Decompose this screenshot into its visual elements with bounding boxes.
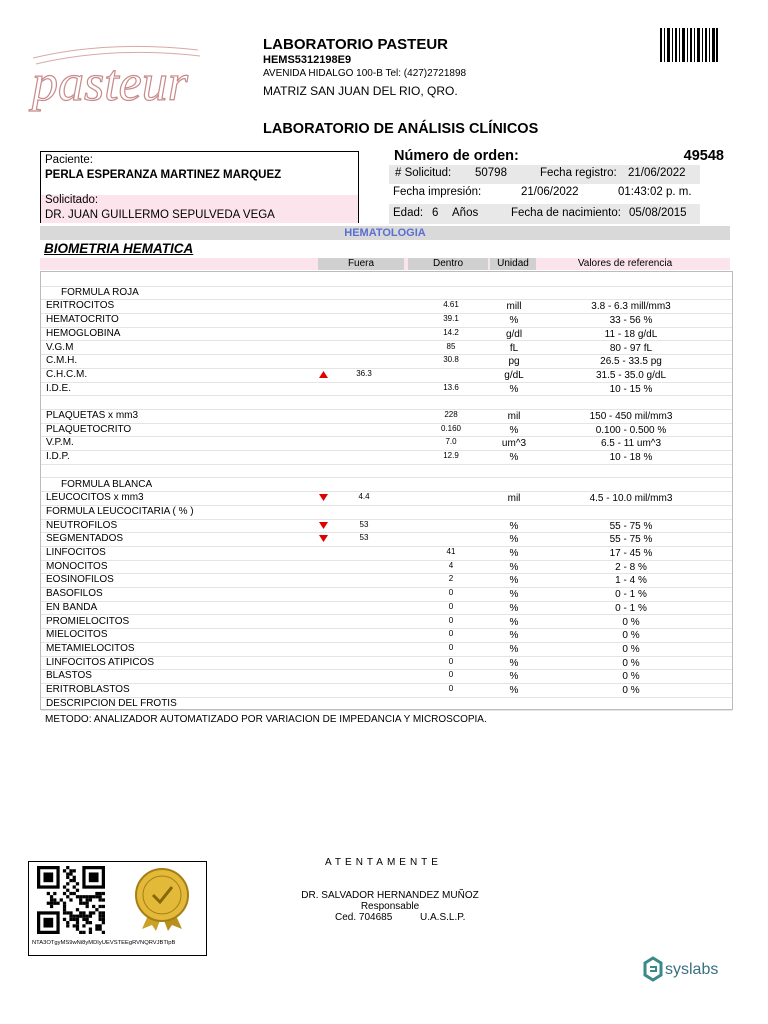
unit: g/dL bbox=[504, 369, 524, 381]
table-row bbox=[41, 395, 732, 410]
patient-name: PERLA ESPERANZA MARTINEZ MARQUEZ bbox=[45, 169, 282, 181]
unit: % bbox=[509, 616, 519, 628]
qr-code-icon bbox=[37, 866, 111, 934]
doctor-university: U.A.S.L.P. bbox=[420, 912, 466, 923]
unit: % bbox=[509, 657, 519, 669]
edad-label: Edad: bbox=[393, 207, 424, 219]
test-name: LINFOCITOS ATIPICOS bbox=[46, 656, 154, 668]
col-fuera: Fuera bbox=[318, 258, 404, 270]
value-in-range: 13.6 bbox=[443, 382, 459, 392]
test-name: FORMULA BLANCA bbox=[61, 478, 153, 490]
test-name: BASOFILOS bbox=[46, 588, 103, 600]
reference-range: 6.5 - 11 um^3 bbox=[600, 438, 662, 450]
table-row bbox=[41, 464, 732, 479]
unit: % bbox=[509, 548, 519, 559]
requested-label: Solicitado: bbox=[45, 194, 99, 206]
edad-value: 6 bbox=[432, 207, 439, 219]
order-row-edad bbox=[389, 204, 700, 224]
test-name: ERITROBLASTOS bbox=[46, 684, 130, 695]
brand-text: syslabs bbox=[665, 961, 719, 978]
certificate-seal-icon bbox=[132, 867, 192, 931]
order-row-impresion bbox=[389, 184, 700, 204]
arrow-down-icon bbox=[319, 493, 328, 502]
section-title: HEMATOLOGIA bbox=[344, 227, 426, 239]
value-in-range: 0 bbox=[448, 588, 454, 598]
reference-range: 33 - 56 % bbox=[609, 315, 653, 327]
group-title: BIOMETRIA HEMATICA bbox=[44, 241, 194, 256]
value-in-range: 7.0 bbox=[445, 437, 457, 447]
unit: % bbox=[509, 424, 519, 436]
unit: % bbox=[509, 643, 519, 655]
order-row-solicitud bbox=[389, 165, 700, 185]
impresion-label: Fecha impresión: bbox=[393, 186, 482, 198]
barcode-icon bbox=[660, 28, 718, 62]
order-number: 49548 bbox=[683, 148, 724, 164]
unit: % bbox=[509, 685, 519, 696]
solicitud-label: # Solicitud: bbox=[395, 167, 452, 179]
reference-range: 10 - 18 % bbox=[609, 452, 653, 464]
reference-range: 0.100 - 0.500 % bbox=[595, 424, 667, 436]
col-referencia: Valores de referencia bbox=[577, 258, 673, 269]
unit: % bbox=[509, 452, 519, 464]
reference-range: 4.5 - 10.0 mil/mm3 bbox=[589, 493, 673, 505]
reference-range: 0 % bbox=[622, 643, 640, 655]
unit: % bbox=[509, 575, 519, 587]
test-name: PLAQUETAS x mm3 bbox=[46, 410, 139, 421]
table-row bbox=[41, 642, 732, 657]
value-out-of-range: 36.3 bbox=[356, 368, 372, 378]
value-in-range: 14.2 bbox=[443, 327, 459, 337]
test-name: ERITROCITOS bbox=[46, 300, 115, 312]
lab-code: HEMS5312198E9 bbox=[263, 54, 352, 66]
section-bar bbox=[40, 226, 730, 240]
table-row bbox=[41, 341, 732, 356]
test-name: LEUCOCITOS x mm3 bbox=[46, 492, 144, 504]
value-in-range: 39.1 bbox=[443, 314, 459, 324]
registro-value: 21/06/2022 bbox=[628, 167, 686, 179]
doctor-cedula: Ced. 704685 bbox=[335, 912, 393, 923]
test-name: MIELOCITOS bbox=[46, 629, 108, 641]
unit: % bbox=[509, 315, 519, 327]
unit: mill bbox=[506, 301, 522, 313]
impresion-date: 21/06/2022 bbox=[521, 186, 579, 198]
test-name: PLAQUETOCRITO bbox=[46, 423, 132, 435]
doctor-role: Responsable bbox=[360, 901, 420, 912]
value-in-range: 0 bbox=[448, 642, 454, 652]
value-in-range: 0.160 bbox=[440, 423, 462, 433]
value-in-range: 228 bbox=[444, 410, 458, 419]
lab-address: AVENIDA HIDALGO 100-B Tel: (427)2721898 bbox=[263, 68, 467, 79]
unit: % bbox=[509, 383, 519, 395]
table-row bbox=[41, 505, 732, 520]
order-header bbox=[394, 148, 724, 165]
reference-range: 80 - 97 fL bbox=[609, 342, 653, 354]
table-row bbox=[41, 573, 732, 588]
table-row bbox=[41, 423, 732, 438]
reference-range: 11 - 18 g/dL bbox=[604, 328, 658, 340]
reference-range: 0 % bbox=[622, 685, 640, 696]
table-row bbox=[41, 478, 732, 493]
table-row bbox=[41, 669, 732, 684]
table-row bbox=[41, 615, 732, 630]
table-row bbox=[41, 491, 732, 506]
reference-range: 10 - 15 % bbox=[609, 383, 653, 395]
reference-range: 0 - 1 % bbox=[615, 589, 647, 601]
table-row bbox=[41, 450, 732, 465]
test-name: I.D.E. bbox=[46, 382, 72, 394]
test-name: MONOCITOS bbox=[46, 560, 108, 572]
pasteur-logo bbox=[28, 40, 203, 120]
document-title: LABORATORIO DE ANÁLISIS CLÍNICOS bbox=[263, 121, 539, 137]
value-in-range: 0 bbox=[448, 615, 454, 625]
reference-range: 0 % bbox=[622, 630, 640, 642]
verification-code: NTA3OTgyMS9wNi8yMDIyUEVSTEEgRVNQRVJBTlpB bbox=[32, 940, 176, 946]
logo-text: pasteur bbox=[32, 55, 188, 112]
test-name: METAMIELOCITOS bbox=[46, 642, 135, 654]
unit: pg bbox=[508, 356, 520, 368]
value-in-range: 2 bbox=[448, 574, 454, 584]
col-unidad: Unidad bbox=[490, 258, 536, 270]
reference-range: 31.5 - 35.0 g/dL bbox=[595, 369, 667, 381]
solicitud-value: 50798 bbox=[475, 167, 507, 179]
signature-greeting: ATENTAMENTE bbox=[325, 857, 442, 868]
unit: % bbox=[509, 671, 519, 683]
value-in-range: 0 bbox=[448, 684, 454, 693]
unit: fL bbox=[509, 342, 519, 354]
test-name: FORMULA ROJA bbox=[61, 286, 139, 298]
unit: mil bbox=[507, 493, 521, 505]
test-name: PROMIELOCITOS bbox=[46, 615, 130, 627]
value-in-range: 0 bbox=[448, 656, 454, 666]
table-row bbox=[41, 272, 732, 287]
unit: % bbox=[509, 561, 519, 573]
reference-range: 55 - 75 % bbox=[609, 534, 653, 546]
reference-range: 0 % bbox=[622, 657, 640, 669]
table-row bbox=[41, 382, 732, 397]
lab-matriz: MATRIZ SAN JUAN DEL RIO, QRO. bbox=[263, 84, 458, 98]
arrow-down-icon bbox=[319, 521, 328, 530]
test-name: DESCRIPCION DEL FROTIS bbox=[46, 697, 177, 709]
table-row bbox=[41, 409, 732, 424]
table-row bbox=[41, 601, 732, 616]
test-name: EN BANDA bbox=[46, 601, 98, 613]
value-in-range: 41 bbox=[446, 547, 456, 556]
table-row bbox=[41, 560, 732, 575]
impresion-time: 01:43:02 p. m. bbox=[618, 186, 692, 198]
value-in-range: 4.61 bbox=[443, 300, 459, 310]
table-row bbox=[41, 368, 732, 383]
patient-box bbox=[40, 151, 359, 196]
unit: % bbox=[509, 589, 519, 601]
table-row bbox=[41, 327, 732, 342]
reference-range: 1 - 4 % bbox=[615, 575, 647, 587]
value-in-range: 4 bbox=[448, 560, 454, 570]
test-name: FORMULA LEUCOCITARIA ( % ) bbox=[46, 505, 194, 517]
table-row bbox=[41, 587, 732, 602]
table-row bbox=[41, 532, 732, 547]
table-row bbox=[41, 286, 732, 301]
test-name: V.G.M bbox=[46, 341, 74, 353]
table-row bbox=[41, 546, 732, 561]
value-out-of-range: 4.4 bbox=[358, 492, 370, 502]
table-row bbox=[41, 519, 732, 534]
test-name: C.M.H. bbox=[46, 355, 78, 367]
reference-range: 0 % bbox=[622, 616, 640, 628]
order-label: Número de orden: bbox=[394, 148, 519, 164]
test-name: SEGMENTADOS bbox=[46, 533, 124, 545]
reference-range: 55 - 75 % bbox=[609, 520, 653, 532]
registro-label: Fecha registro: bbox=[540, 167, 617, 179]
reference-range: 150 - 450 mil/mm3 bbox=[589, 411, 673, 422]
unit: % bbox=[509, 630, 519, 642]
method-note: METODO: ANALIZADOR AUTOMATIZADO POR VARIACION DE IMPEDANCIA Y MICROSCOPIA. bbox=[45, 714, 487, 725]
reference-range: 17 - 45 % bbox=[609, 548, 653, 559]
value-in-range: 85 bbox=[446, 341, 456, 351]
patient-label: Paciente: bbox=[45, 154, 93, 166]
table-row bbox=[41, 683, 732, 698]
value-out-of-range: 53 bbox=[359, 519, 369, 529]
value-in-range: 30.8 bbox=[443, 355, 459, 365]
unit: mil bbox=[507, 411, 521, 422]
reference-range: 2 - 8 % bbox=[615, 561, 647, 573]
unit: um^3 bbox=[501, 438, 527, 450]
table-row bbox=[41, 436, 732, 451]
unit: % bbox=[509, 602, 519, 614]
test-name: I.D.P. bbox=[46, 451, 70, 463]
value-in-range: 0 bbox=[448, 601, 454, 611]
test-name: BLASTOS bbox=[46, 670, 92, 682]
test-name: C.H.C.M. bbox=[46, 368, 88, 380]
table-row bbox=[41, 697, 732, 712]
unit: g/dl bbox=[505, 328, 523, 340]
test-name: NEUTROFILOS bbox=[46, 519, 118, 531]
value-in-range: 12.9 bbox=[443, 451, 459, 461]
table-row bbox=[41, 628, 732, 643]
nacimiento-label: Fecha de nacimiento: bbox=[511, 207, 621, 219]
requested-box bbox=[40, 195, 359, 223]
edad-unit: Años bbox=[452, 207, 479, 219]
nacimiento-value: 05/08/2015 bbox=[629, 207, 687, 219]
reference-range: 26.5 - 33.5 pg bbox=[600, 356, 662, 368]
reference-range: 3.8 - 6.3 mill/mm3 bbox=[591, 301, 671, 313]
test-name: EOSINOFILOS bbox=[46, 574, 114, 586]
test-name: HEMATOCRITO bbox=[46, 314, 119, 326]
doctor-name: DR. SALVADOR HERNANDEZ MUÑOZ bbox=[301, 890, 479, 901]
unit: % bbox=[509, 520, 519, 532]
results-table bbox=[40, 271, 733, 710]
arrow-down-icon bbox=[319, 534, 328, 543]
arrow-up-icon bbox=[319, 370, 328, 379]
value-in-range: 0 bbox=[448, 629, 454, 639]
test-name: V.P.M. bbox=[46, 437, 74, 449]
value-out-of-range: 53 bbox=[359, 533, 369, 543]
syslabs-logo bbox=[643, 955, 728, 985]
test-name: HEMOGLOBINA bbox=[46, 327, 121, 339]
table-row bbox=[41, 656, 732, 671]
value-in-range: 0 bbox=[448, 670, 454, 680]
table-row bbox=[41, 313, 732, 328]
reference-range: 0 - 1 % bbox=[615, 602, 647, 614]
test-name: LINFOCITOS bbox=[46, 547, 106, 558]
col-dentro: Dentro bbox=[408, 258, 488, 270]
lab-name: LABORATORIO PASTEUR bbox=[263, 36, 449, 53]
table-row bbox=[41, 299, 732, 314]
table-row bbox=[41, 354, 732, 369]
reference-range: 0 % bbox=[622, 671, 640, 683]
unit: % bbox=[509, 534, 519, 546]
requested-by: DR. JUAN GUILLERMO SEPULVEDA VEGA bbox=[45, 209, 275, 221]
